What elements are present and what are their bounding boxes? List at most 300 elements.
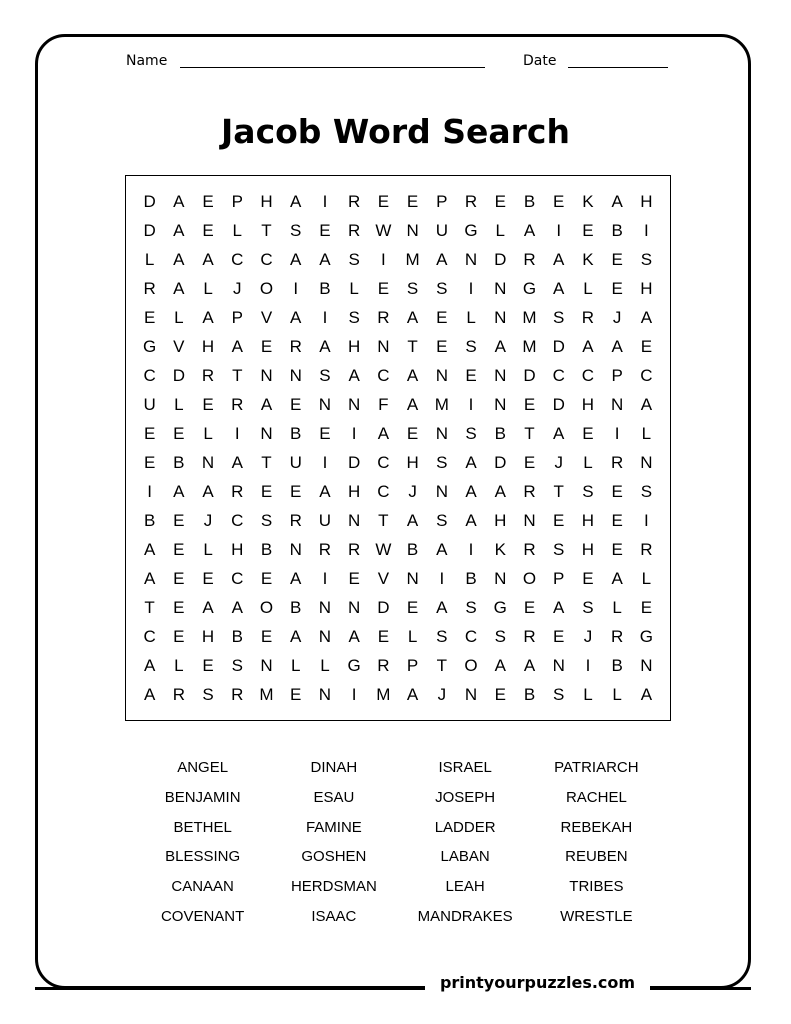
grid-letter: B [231, 626, 243, 646]
grid-letter: A [290, 568, 302, 588]
grid-letter: U [435, 220, 448, 240]
grid-letter: A [406, 307, 419, 327]
grid-letter: M [259, 684, 274, 704]
word-list-item: TRIBES [569, 878, 624, 896]
grid-letter: B [611, 655, 623, 675]
grid-letter: S [640, 481, 653, 501]
grid-letter: S [494, 626, 506, 646]
grid-letter: G [639, 626, 653, 646]
grid-letter: E [494, 191, 506, 211]
grid-letter: E [173, 539, 185, 559]
word-list-item: LABAN [440, 848, 490, 866]
grid-letter: T [553, 481, 564, 501]
grid-letter: O [259, 278, 274, 298]
grid-letter: E [377, 191, 390, 211]
grid-letter: A [494, 336, 506, 356]
grid-letter: T [524, 423, 535, 443]
grid-letter: I [614, 423, 620, 443]
grid-letter: R [377, 307, 390, 327]
grid-letter: U [143, 394, 156, 414]
grid-letter: O [464, 655, 478, 675]
footer-site: printyourpuzzles.com [425, 973, 650, 992]
grid-letter: N [611, 394, 624, 414]
grid-letter: N [348, 597, 361, 617]
grid-letter: A [553, 278, 565, 298]
grid-letter: N [377, 336, 390, 356]
grid-letter: A [553, 249, 565, 269]
grid-letter: F [378, 394, 389, 414]
grid-letter: T [232, 365, 243, 385]
word-list-item: FAMINE [305, 818, 362, 836]
grid-letter: E [611, 510, 623, 530]
grid-letter: L [174, 394, 184, 414]
grid-letter: U [318, 510, 332, 530]
grid-letter: E [523, 394, 536, 414]
date-line [568, 67, 668, 68]
grid-letter: G [347, 655, 361, 675]
grid-letter: E [582, 568, 594, 588]
grid-letter: A [406, 684, 419, 704]
grid-letter: E [406, 597, 419, 617]
word-list-item: REBEKAH [560, 818, 633, 836]
name-label: Name [126, 53, 168, 69]
grid-letter: A [173, 278, 185, 298]
grid-letter: A [465, 481, 477, 501]
grid-letter: R [611, 626, 624, 646]
grid-letter: B [523, 191, 536, 211]
grid-letter: I [468, 539, 474, 559]
grid-letter: E [553, 510, 565, 530]
grid-letter: E [348, 568, 360, 588]
grid-letter: I [644, 220, 649, 240]
grid-letter: B [143, 510, 156, 530]
grid-letter: D [172, 365, 185, 385]
grid-letter: I [322, 307, 328, 327]
grid-letter: E [436, 307, 448, 327]
grid-letter: A [143, 655, 156, 675]
grid-letter: B [406, 539, 419, 559]
grid-letter: H [640, 191, 653, 211]
grid-letter: D [523, 365, 536, 385]
grid-letter: A [143, 539, 156, 559]
grid-letter: L [495, 220, 505, 240]
grid-letter: C [377, 365, 390, 385]
grid-letter: R [348, 191, 361, 211]
grid-letter: L [612, 597, 622, 617]
word-list-item: LADDER [434, 818, 496, 836]
grid-letter: E [202, 394, 214, 414]
grid-letter: S [436, 278, 448, 298]
grid-letter: H [201, 626, 215, 646]
grid-letter: R [172, 684, 185, 704]
grid-letter: A [377, 423, 390, 443]
grid-letter: T [261, 452, 272, 472]
grid-letter: H [581, 510, 595, 530]
grid-letter: A [202, 597, 214, 617]
grid-letter: G [142, 336, 157, 356]
grid-letter: A [523, 655, 536, 675]
grid-letter: N [318, 394, 332, 414]
grid-letter: I [293, 278, 299, 298]
grid-letter: S [553, 307, 565, 327]
grid-letter: H [494, 510, 507, 530]
grid-letter: M [522, 336, 537, 356]
grid-letter: E [377, 626, 390, 646]
grid-letter: P [436, 191, 448, 211]
grid-letter: N [260, 655, 273, 675]
grid-letter: O [522, 568, 537, 588]
grid-letter: B [260, 539, 273, 559]
grid-letter: E [553, 626, 565, 646]
grid-letter: R [348, 539, 361, 559]
grid-letter: I [381, 249, 386, 269]
grid-letter: B [494, 423, 506, 443]
grid-letter: H [581, 394, 595, 414]
grid-letter: P [406, 655, 419, 675]
word-list-item: GOSHEN [301, 848, 367, 866]
grid-letter: C [581, 365, 595, 385]
grid-letter: M [405, 249, 420, 269]
grid-letter: R [377, 655, 390, 675]
grid-letter: D [348, 452, 361, 472]
grid-letter: H [348, 336, 361, 356]
grid-letter: R [231, 394, 244, 414]
grid-letter: R [289, 510, 302, 530]
grid-letter: A [143, 568, 156, 588]
grid-letter: I [585, 655, 591, 675]
grid-letter: N [260, 423, 273, 443]
grid-letter: I [322, 452, 328, 472]
grid-letter: K [582, 249, 594, 269]
word-list-item: PATRIARCH [554, 759, 639, 776]
grid-letter: K [582, 191, 594, 211]
grid-letter: E [202, 568, 214, 588]
grid-letter: L [203, 423, 213, 443]
grid-letter: A [494, 481, 506, 501]
grid-letter: A [640, 307, 653, 327]
grid-letter: R [348, 220, 361, 240]
grid-letter: A [290, 626, 302, 646]
grid-letter: P [231, 307, 243, 327]
word-list-item: HERDSMAN [290, 878, 377, 896]
grid-letter: J [554, 452, 563, 472]
grid-letter: I [351, 423, 357, 443]
letter-grid [125, 175, 671, 721]
grid-letter: A [143, 684, 156, 704]
grid-letter: N [435, 481, 448, 501]
word-list-item: ANGEL [177, 759, 229, 776]
grid-letter: I [322, 568, 328, 588]
grid-letter: A [202, 307, 214, 327]
date-label: Date [523, 53, 557, 69]
grid-letter: E [143, 307, 156, 327]
grid-letter: E [611, 481, 623, 501]
grid-letter: L [641, 423, 652, 443]
grid-letter: A [231, 597, 243, 617]
grid-letter: A [611, 336, 623, 356]
page-title: Jacob Word Search [221, 112, 570, 151]
grid-letter: E [523, 597, 536, 617]
grid-letter: E [202, 191, 214, 211]
grid-letter: C [231, 510, 244, 530]
grid-letter: A [465, 452, 477, 472]
grid-letter: M [434, 394, 449, 414]
grid-letter: K [494, 539, 506, 559]
grid-letter: H [348, 481, 361, 501]
grid-letter: S [231, 655, 243, 675]
grid-letter: W [375, 220, 392, 240]
grid-letter: C [377, 452, 390, 472]
grid-letter: B [173, 452, 185, 472]
grid-letter: E [173, 597, 185, 617]
word-list-item: BETHEL [173, 818, 232, 836]
grid-letter: E [173, 510, 185, 530]
grid-letter: L [290, 655, 301, 675]
grid-letter: P [231, 191, 243, 211]
grid-letter: T [261, 220, 272, 240]
grid-letter: I [147, 481, 152, 501]
grid-letter: L [583, 684, 593, 704]
grid-letter: D [494, 452, 507, 472]
grid-letter: S [465, 597, 477, 617]
word-list-item: CANAAN [171, 878, 234, 896]
grid-letter: J [408, 481, 417, 501]
grid-letter: E [640, 597, 653, 617]
word-list-item: COVENANT [160, 907, 245, 925]
grid-letter: H [406, 452, 419, 472]
footer-rule-left [35, 987, 425, 990]
grid-letter: N [464, 684, 478, 704]
grid-letter: A [173, 481, 185, 501]
grid-letter: E [465, 365, 477, 385]
grid-letter: R [640, 539, 653, 559]
grid-letter: N [552, 655, 565, 675]
grid-letter: J [583, 626, 593, 646]
grid-letter: D [494, 249, 507, 269]
grid-letter: R [143, 278, 156, 298]
grid-letter: M [376, 684, 391, 704]
grid-letter: E [260, 568, 273, 588]
grid-letter: J [203, 510, 213, 530]
grid-letter: V [173, 336, 185, 356]
grid-letter: E [406, 423, 419, 443]
grid-letter: A [611, 191, 623, 211]
grid-letter: G [522, 278, 537, 298]
grid-letter: N [464, 249, 478, 269]
grid-letter: N [494, 394, 507, 414]
grid-letter: E [260, 626, 273, 646]
grid-letter: A [290, 191, 302, 211]
grid-letter: N [289, 365, 302, 385]
grid-letter: H [231, 539, 244, 559]
grid-letter: H [260, 191, 273, 211]
grid-letter: N [494, 568, 507, 588]
grid-letter: N [435, 423, 448, 443]
grid-letter: A [260, 394, 273, 414]
grid-letter: M [522, 307, 537, 327]
grid-letter: E [143, 423, 156, 443]
grid-letter: E [143, 452, 156, 472]
grid-letter: T [407, 336, 418, 356]
grid-letter: V [260, 307, 273, 327]
grid-letter: N [260, 365, 273, 385]
grid-letter: D [377, 597, 390, 617]
grid-letter: H [201, 336, 215, 356]
grid-letter: N [318, 597, 332, 617]
grid-letter: R [523, 539, 536, 559]
grid-letter: E [640, 336, 653, 356]
grid-letter: L [174, 307, 184, 327]
grid-letter: C [231, 568, 244, 588]
grid-letter: S [465, 423, 477, 443]
grid-letter: A [582, 336, 594, 356]
grid-letter: L [203, 278, 213, 298]
grid-letter: A [231, 336, 243, 356]
grid-letter: B [290, 423, 302, 443]
grid-letter: A [406, 394, 419, 414]
grid-letter: R [611, 452, 624, 472]
grid-letter: H [581, 539, 595, 559]
grid-letter: R [318, 539, 332, 559]
grid-letter: P [553, 568, 565, 588]
grid-letter: R [581, 307, 595, 327]
grid-letter: L [583, 452, 593, 472]
word-list-item: BLESSING [165, 848, 241, 866]
grid-letter: E [553, 191, 565, 211]
grid-letter: J [612, 307, 622, 327]
grid-letter: S [260, 510, 273, 530]
word-list-item: DINAH [310, 759, 358, 776]
grid-letter: N [406, 568, 419, 588]
grid-letter: N [289, 539, 302, 559]
grid-letter: T [378, 510, 389, 530]
grid-letter: A [319, 336, 331, 356]
grid-letter: S [406, 278, 419, 298]
grid-letter: D [143, 191, 156, 211]
grid-letter: J [233, 278, 242, 298]
word-list [137, 753, 662, 932]
grid-letter: A [348, 365, 360, 385]
grid-letter: L [203, 539, 213, 559]
grid-letter: B [465, 568, 477, 588]
grid-letter: A [640, 394, 653, 414]
grid-letter: N [318, 684, 332, 704]
grid-letter: A [290, 249, 302, 269]
grid-letter: L [320, 655, 330, 675]
grid-letter: A [290, 307, 302, 327]
grid-letter: U [289, 452, 302, 472]
grid-letter: E [290, 394, 302, 414]
grid-letter: S [553, 684, 565, 704]
grid-letter: H [640, 278, 653, 298]
grid-letter: R [201, 365, 215, 385]
grid-letter: N [406, 220, 419, 240]
name-line [180, 67, 485, 68]
grid-letter: E [494, 684, 506, 704]
grid-letter: S [436, 452, 448, 472]
grid-letter: R [231, 481, 244, 501]
grid-letter: D [143, 220, 156, 240]
grid-letter: E [290, 684, 302, 704]
grid-letter: B [290, 597, 302, 617]
grid-letter: R [231, 684, 244, 704]
grid-letter: I [322, 191, 328, 211]
grid-letter: T [144, 597, 155, 617]
grid-letter: A [465, 510, 477, 530]
grid-letter: A [202, 481, 214, 501]
grid-letter: L [612, 684, 622, 704]
grid-letter: L [349, 278, 359, 298]
grid-letter: I [468, 394, 474, 414]
grid-letter: E [290, 481, 302, 501]
grid-letter: L [641, 568, 652, 588]
grid-letter: S [436, 510, 448, 530]
grid-letter: A [173, 249, 185, 269]
footer-rule-right [650, 987, 751, 990]
grid-letter: B [523, 684, 536, 704]
word-list-item: RACHEL [565, 788, 627, 806]
grid-letter: E [406, 191, 419, 211]
grid-letter: D [552, 394, 565, 414]
grid-letter: S [553, 539, 565, 559]
grid-letter: E [260, 481, 273, 501]
grid-letter: C [552, 365, 565, 385]
grid-letter: E [582, 220, 594, 240]
grid-letter: N [494, 278, 507, 298]
word-list-item: REUBEN [565, 848, 628, 866]
grid-letter: A [348, 626, 360, 646]
grid-letter: L [144, 249, 155, 269]
grid-letter: N [318, 626, 332, 646]
grid-letter: C [464, 626, 478, 646]
grid-letter: A [173, 191, 185, 211]
word-list-item: MANDRAKES [417, 907, 513, 925]
grid-letter: C [260, 249, 273, 269]
word-list-item: JOSEPH [435, 788, 496, 806]
word-list-item: ESAU [313, 788, 355, 806]
word-list-item: LEAH [445, 878, 485, 896]
grid-letter: A [611, 568, 623, 588]
grid-letter: E [173, 568, 185, 588]
grid-letter: P [611, 365, 623, 385]
grid-letter: L [232, 220, 242, 240]
grid-letter: E [377, 278, 390, 298]
grid-letter: R [523, 249, 536, 269]
grid-letter: N [494, 307, 507, 327]
grid-letter: A [436, 249, 448, 269]
grid-letter: A [319, 481, 331, 501]
grid-letter: C [377, 481, 390, 501]
grid-letter: I [644, 510, 649, 530]
grid-letter: A [640, 684, 653, 704]
grid-letter: A [202, 249, 214, 269]
grid-letter: N [640, 452, 653, 472]
grid-letter: E [582, 423, 594, 443]
grid-letter: G [464, 220, 478, 240]
grid-letter: E [173, 423, 185, 443]
grid-letter: E [202, 655, 214, 675]
grid-letter: A [553, 423, 565, 443]
grid-letter: S [640, 249, 653, 269]
grid-letter: A [406, 365, 419, 385]
grid-letter: A [523, 220, 536, 240]
grid-letter: A [436, 539, 448, 559]
grid-letter: A [319, 249, 331, 269]
word-list-item: BENJAMIN [164, 788, 241, 806]
grid-letter: E [436, 336, 448, 356]
grid-letter: S [436, 626, 448, 646]
grid-letter: J [437, 684, 447, 704]
